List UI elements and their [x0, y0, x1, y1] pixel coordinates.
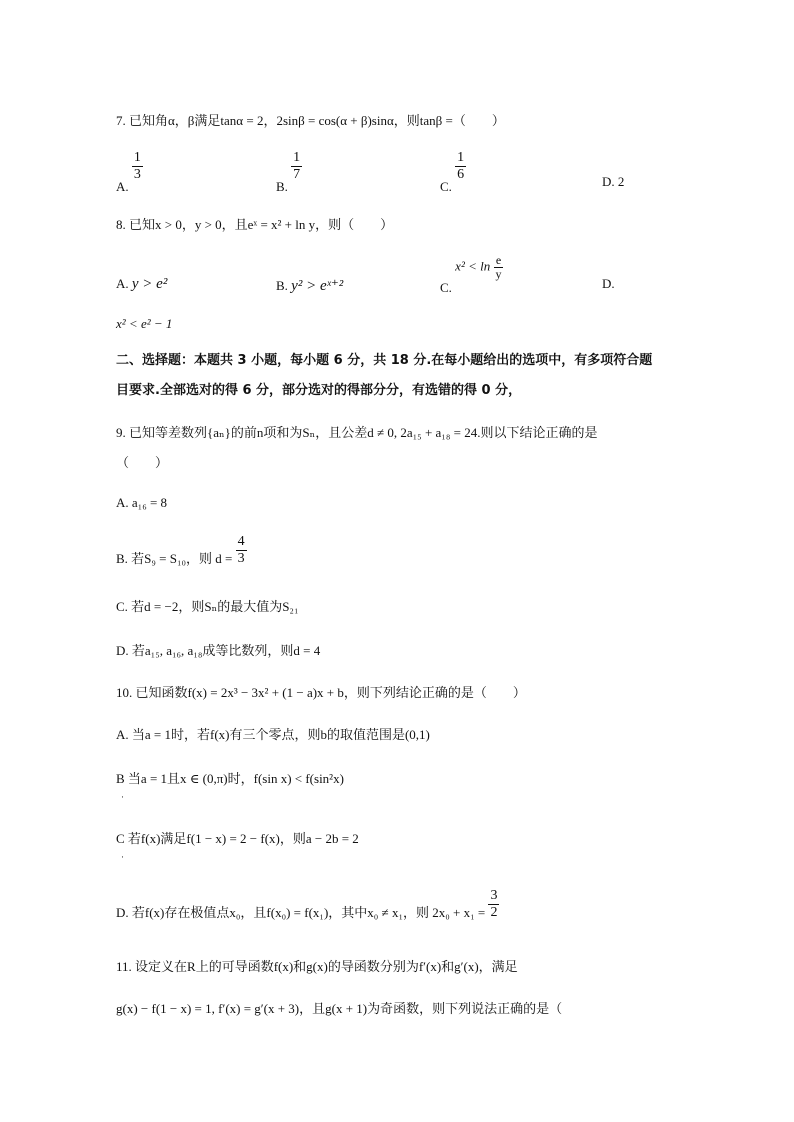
q9-option-a: A. a₁₆ = 8: [116, 495, 168, 510]
q10-option-b-dot: ·: [121, 792, 124, 802]
q8-option-a-text: y > e²: [131, 276, 168, 292]
q9-option-c: C. 若d = −2，则Sₙ的最大值为S₂₁: [116, 599, 299, 614]
q8-option-b: [276, 276, 343, 295]
q7-option-d: [602, 174, 624, 190]
q9-stem-line2: （ ）: [116, 455, 169, 470]
q9-stem-line1: 9. 已知等差数列{aₙ}的前n项和为Sₙ，且公差d ≠ 0, 2a₁₅ + a₁₈ = 24.则以下结论正确的是: [116, 425, 598, 440]
q8-option-d-letter: D.: [602, 276, 615, 291]
q7-option-a-den: 3: [133, 167, 141, 182]
q7-option-c-den: 6: [457, 167, 465, 182]
q10-option-d-num: 3: [490, 888, 498, 903]
q10-option-d: [116, 888, 499, 921]
q11-stem-line1: 11. 设定义在R上的可导函数f(x)和g(x)的导函数分别为f′(x)和g′(x)，满足: [116, 959, 518, 974]
q7-option-a-num: 1: [133, 150, 141, 165]
q8-option-b-text: y² > eˣ⁺²: [291, 278, 344, 294]
q7-option-c-letter: C.: [440, 179, 452, 195]
q8-option-c-num: e: [495, 253, 502, 267]
q7-option-c-num: 1: [457, 150, 465, 165]
q7-option-a-letter: A.: [116, 179, 129, 195]
q7-option-a: [116, 150, 143, 195]
q9-option-b-text: B. 若S₉ = S₁₀，则 d =: [116, 551, 233, 567]
q9-option-b-den: 3: [237, 551, 245, 566]
q7-option-d-letter: D.: [602, 174, 615, 189]
section2-title-line2: 目要求.全部选对的得 6 分，部分选对的得部分分，有选错的得 0 分，: [116, 383, 522, 398]
q8-option-c-fraction: [493, 254, 503, 281]
q8-option-b-letter: B.: [276, 278, 288, 293]
q8-option-c: [440, 253, 503, 296]
section2-title-line1: 二、选择题：本题共 3 小题，每小题 6 分，共 18 分.在每小题给出的选项中，有多项符合题: [116, 353, 653, 368]
q7-option-a-fraction: [132, 150, 143, 183]
q8-option-a: [116, 276, 167, 293]
q7-option-c-fraction: [455, 150, 466, 183]
q8-option-c-letter: C.: [440, 280, 452, 296]
q9-option-b: [116, 534, 247, 567]
q10-option-d-text: D. 若f(x)存在极值点x₀，且f(x₀) = f(x₁)，其中x₀ ≠ x₁，则 2x₀ + x₁ =: [116, 905, 486, 921]
q11-stem-line2: g(x) − f(1 − x) = 1, f′(x) = g′(x + 3)，且g(x + 1)为奇函数，则下列说法正确的是（: [116, 1001, 563, 1016]
q10-option-c: C 若f(x)满足f(1 − x) = 2 − f(x)，则a − 2b = 2: [116, 831, 359, 846]
q8-option-a-letter: A.: [116, 276, 129, 291]
q9-option-b-num: 4: [237, 534, 245, 549]
q10-option-d-den: 2: [490, 905, 498, 920]
q7-option-b-letter: B.: [276, 179, 288, 195]
q10-option-a: A. 当a = 1时，若f(x)有三个零点，则b的取值范围是(0,1): [116, 727, 430, 742]
q8-option-c-den: y: [495, 267, 502, 281]
q9-option-b-fraction: [236, 534, 247, 567]
q8-option-d-text: x² < e² − 1: [116, 316, 173, 331]
q7-stem: 7. 已知角α，β满足tanα = 2，2sinβ = cos(α + β)sinα，则tanβ =（ ）: [116, 113, 505, 128]
q7-option-b: [276, 150, 302, 195]
q7-option-c: [440, 150, 466, 195]
q7-option-b-den: 7: [293, 167, 301, 182]
q10-option-b: B 当a = 1且x ∈ (0,π)时，f(sin x) < f(sin²x): [116, 771, 344, 786]
q7-option-d-text: 2: [617, 174, 625, 189]
q10-stem: 10. 已知函数f(x) = 2x³ − 3x² + (1 − a)x + b，则下列结论正确的是（ ）: [116, 685, 526, 700]
q7-option-b-num: 1: [293, 150, 301, 165]
q10-option-c-dot: ·: [121, 852, 124, 862]
q8-option-c-text: x² < ln: [455, 258, 491, 274]
q9-option-d: D. 若a₁₅, a₁₆, a₁₈成等比数列，则d = 4: [116, 643, 321, 658]
q10-option-d-fraction: [488, 888, 499, 921]
q7-option-b-fraction: [291, 150, 302, 183]
q8-stem: 8. 已知x > 0，y > 0，且eˣ = x² + ln y，则（ ）: [116, 217, 394, 232]
